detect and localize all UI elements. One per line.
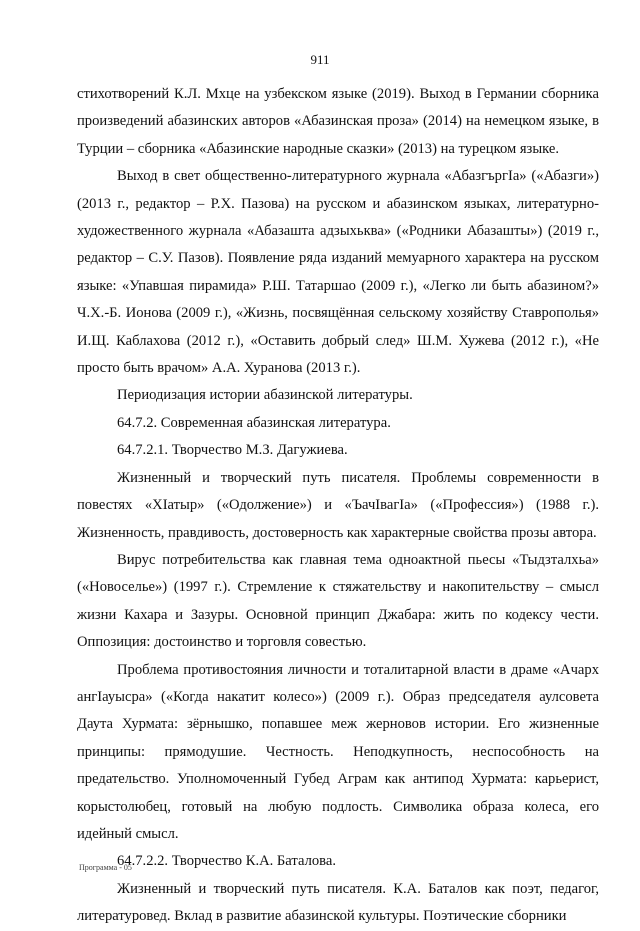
paragraph-daguzhiev-life: Жизненный и творческий путь писателя. Проблемы современности в повестях «ХIатыр» («Одолжение») и «ЪачIвагIа» («Профессия») (1988 г.). Жизненность, правдивость, достоверность как характерные свойства прозы автора. xyxy=(77,469,599,541)
section-heading-64-7-2: 64.7.2. Современная абазинская литература. xyxy=(117,414,391,431)
paragraph-consumerism: Вирус потребительства как главная тема одноактной пьесы «Тыдзталхьа» («Новоселье») (1997 г.). Стремление к стяжательству и накопительству – смысл жизни Кахара и Зазуры. Основной принцип Джабара: жить по кодексу чести. Оппозиция: достоинство и торговля совестью. xyxy=(77,551,599,651)
paragraph-continuation: стихотворений К.Л. Мхце на узбекском языке (2019). Выход в Германии сборника произведений абазинских авторов «Абазинская проза» (2014) на немецком языке, в Турции – сборника «Абазинские народные сказки» (2013) на турецком языке. xyxy=(77,86,599,157)
paragraph-periodization: Периодизация истории абазинской литературы. xyxy=(117,387,413,404)
page-footer: Программа - 05 xyxy=(79,863,132,872)
section-heading-64-7-2-2: 64.7.2.2. Творчество К.А. Баталова. xyxy=(117,853,336,870)
section-heading-64-7-2-1: 64.7.2.1. Творчество М.З. Дагужиева. xyxy=(117,442,348,459)
paragraph-batalov-life: Жизненный и творческий путь писателя. К.А. Баталов как поэт, педагог, литературовед. Вклад в развитие абазинской культуры. Поэтические сборники xyxy=(77,880,599,925)
page-content xyxy=(77,81,599,931)
page-number: 911 xyxy=(310,52,330,67)
paragraph-journals: Выход в свет общественно-литературного журнала «АбазгъргIа» («Абазги») (2013 г., редактор – Р.Х. Пазова) на русском и абазинском языках, литературно-художественного журнала «Абазашта адзыхьква» («Родники Абазашты») (2019 г., редактор – С.У. Пазов). Появление ряда изданий мемуарного характера на русском языке: «Упавшая пирамида» Р.Ш. Татаршао (2009 г.), «Легко ли быть абазином?» Ч.Х.-Б. Ионова (2009 г.), «Жизнь, посвящённая сельскому хозяйству Ставрополья» И.Щ. Каблахова (2012 г.), «Оставить добрый след» Ш.М. Хужева (2012 г.), «Не просто быть врачом» А.А. Хуранова (2013 г.). xyxy=(77,168,599,377)
paragraph-drama-wheel: Проблема противостояния личности и тоталитарной власти в драме «Ачарх ангIауыcра» («Когда накатит колесо») (2009 г.). Образ председателя аулсовета Даута Хурмата: зёрнышко, попавшее меж жерновов истории. Его жизненные принципы: прямодушие. Честность. Неподкупность, неспособность на предательство. Уполномоченный Губед Аграм как антипод Хурмата: карьерист, корыстолюбец, готовый на любую подлость. Символика образа колеса, его идейный смысл. xyxy=(77,661,599,842)
